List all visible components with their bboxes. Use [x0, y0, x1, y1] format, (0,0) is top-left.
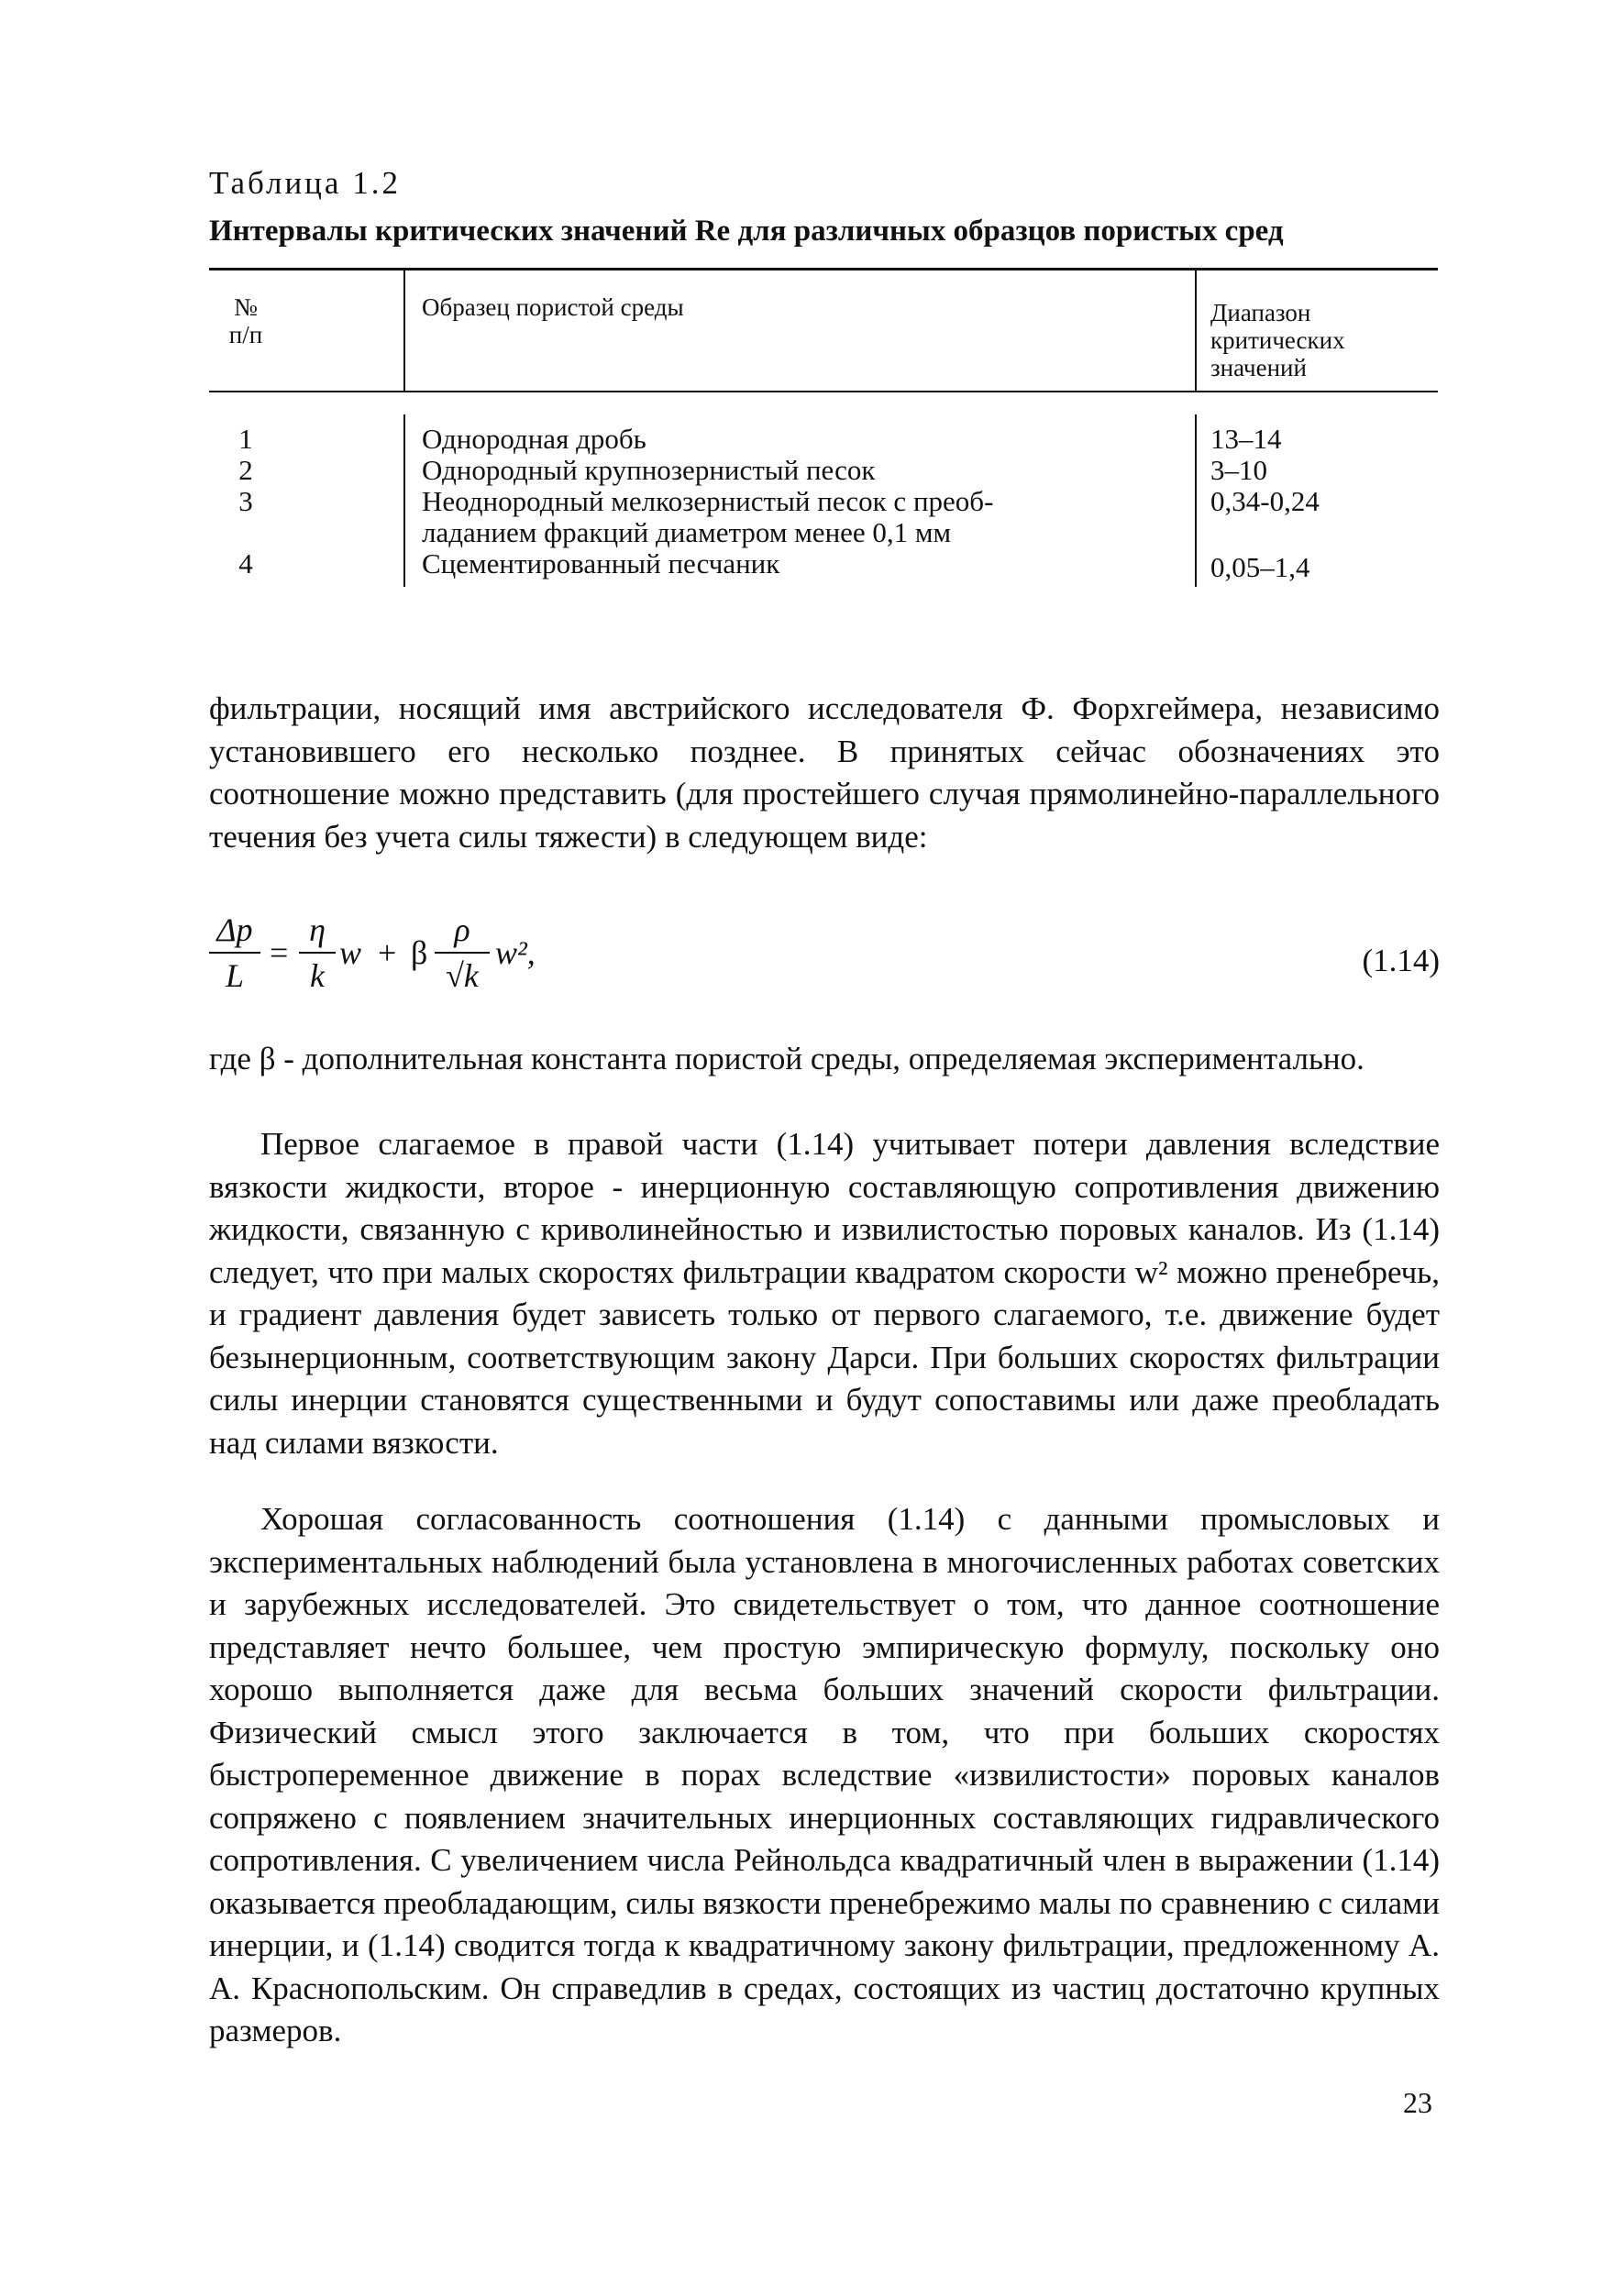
table-header-rule	[209, 391, 1438, 392]
denominator: √k	[446, 957, 479, 994]
row-range: 3–10	[1210, 454, 1267, 486]
fraction-bar	[209, 952, 260, 954]
table-title: Интервалы критических значений Re для различных образцов пористых сред	[209, 215, 1284, 248]
row-number: 1	[238, 423, 253, 455]
header-range-line: значений	[1210, 354, 1307, 381]
row-sample: Однородный крупнозернистый песок	[422, 454, 876, 486]
paragraph-text: фильтрации, носящий имя австрийского исследователя Ф. Форхгеймера, независимо установившего его несколько позднее. В принятых сейчас обозначениях это соотношение можно представить (для простейшего случая прямолинейно-параллельного течения без учета силы тяжести) в следующем виде:	[209, 690, 1440, 855]
row-sample: Однородная дробь	[422, 423, 646, 455]
header-number	[209, 293, 282, 348]
row-sample: Сцементированный песчаник	[422, 547, 780, 580]
table-top-rule	[209, 268, 1438, 270]
plus-sign: +	[378, 934, 397, 971]
header-number-line: №	[234, 293, 258, 321]
fraction-bar	[435, 952, 490, 954]
paragraph	[209, 1123, 1440, 1464]
fraction	[209, 911, 260, 994]
fraction-bar	[299, 952, 336, 954]
fraction	[435, 911, 490, 994]
page-number: 23	[1403, 2086, 1432, 2119]
paragraph-text: Хорошая согласованность соотношения (1.14) с данными промысловых и экспериментальных наблюдений была установлена в многочисленных работах советских и зарубежных исследователей. Это свидетельствует о том, что данное соотношение представляет нечто большее, чем простую эмпирическую формулу, поскольку оно хорошо выполняется даже для весьма больших значений скорости фильтрации. Физический смысл этого заключается в том, что при больших скоростях быстропеременное движение в порах вследствие «извилистости» поровых каналов сопряжено с появлением значительных инерционных составляющих гидравлического сопротивления. С увеличением числа Рейнольдса квадратичный член в выражении (1.14) оказывается преобладающим, силы вязкости пренебрежимо малы по сравнению с силами инерции, и (1.14) сводится тогда к квадратичному закону фильтрации, предложенному А. А. Краснопольским. Он справедлив в средах, состоящих из частиц достаточно крупных размеров.	[209, 1501, 1440, 2048]
numerator: η	[309, 911, 326, 948]
row-number: 2	[238, 454, 253, 486]
row-sample: ладанием фракций диаметром менее 0,1 мм	[422, 516, 952, 548]
row-range: 0,05–1,4	[1210, 551, 1310, 583]
table-divider	[403, 414, 405, 587]
paragraph	[209, 688, 1440, 858]
paragraph	[209, 1498, 1440, 2053]
denominator: k	[310, 957, 325, 994]
variable-w: w	[339, 934, 362, 971]
header-range	[1210, 299, 1345, 381]
numerator: Δp	[216, 911, 253, 948]
header-sample: Образец пористой среды	[422, 293, 684, 321]
beta-symbol: β	[411, 934, 428, 971]
header-number-line: п/п	[228, 321, 263, 348]
variable-w-squared: w²,	[495, 934, 536, 971]
paragraph	[209, 1038, 1440, 1081]
paragraph-text: Первое слагаемое в правой части (1.14) учитывает потери давления вследствие вязкости жидкости, второе - инерционную составляющую сопротивления движению жидкости, связанную с криволинейностью и извилистостью поровых каналов. Из (1.14) следует, что при малых скоростях фильтрации квадратом скорости w² можно пренебречь, и градиент давления будет зависеть только от первого слагаемого, т.е. движение будет безынерционным, соответствующим закону Дарси. При больших скоростях фильтрации силы инерции становятся существенными и будут сопоставимы или даже преобладать над силами вязкости.	[209, 1126, 1440, 1461]
table-divider	[403, 268, 405, 391]
equation-1-14	[209, 908, 1440, 1018]
row-number: 4	[238, 547, 253, 580]
table-caption: Таблица 1.2	[209, 165, 401, 201]
row-range: 0,34-0,24	[1210, 485, 1320, 517]
paragraph-text: где β - дополнительная константа пористой среды, определяемая экспериментально.	[209, 1041, 1364, 1076]
row-sample: Неоднородный мелкозернистый песок с преоб-	[422, 485, 994, 517]
table-divider	[1195, 414, 1197, 587]
table-divider	[1195, 268, 1197, 391]
row-number: 3	[238, 485, 253, 517]
fraction	[299, 911, 336, 994]
equals-sign: =	[270, 934, 289, 971]
data-table	[209, 268, 1438, 598]
header-range-line: Диапазон	[1210, 299, 1311, 326]
numerator: ρ	[454, 911, 470, 948]
equation-number: (1.14)	[1362, 943, 1440, 978]
denominator: L	[225, 957, 245, 994]
header-range-line: критических	[1210, 326, 1345, 354]
row-range: 13–14	[1210, 423, 1282, 455]
